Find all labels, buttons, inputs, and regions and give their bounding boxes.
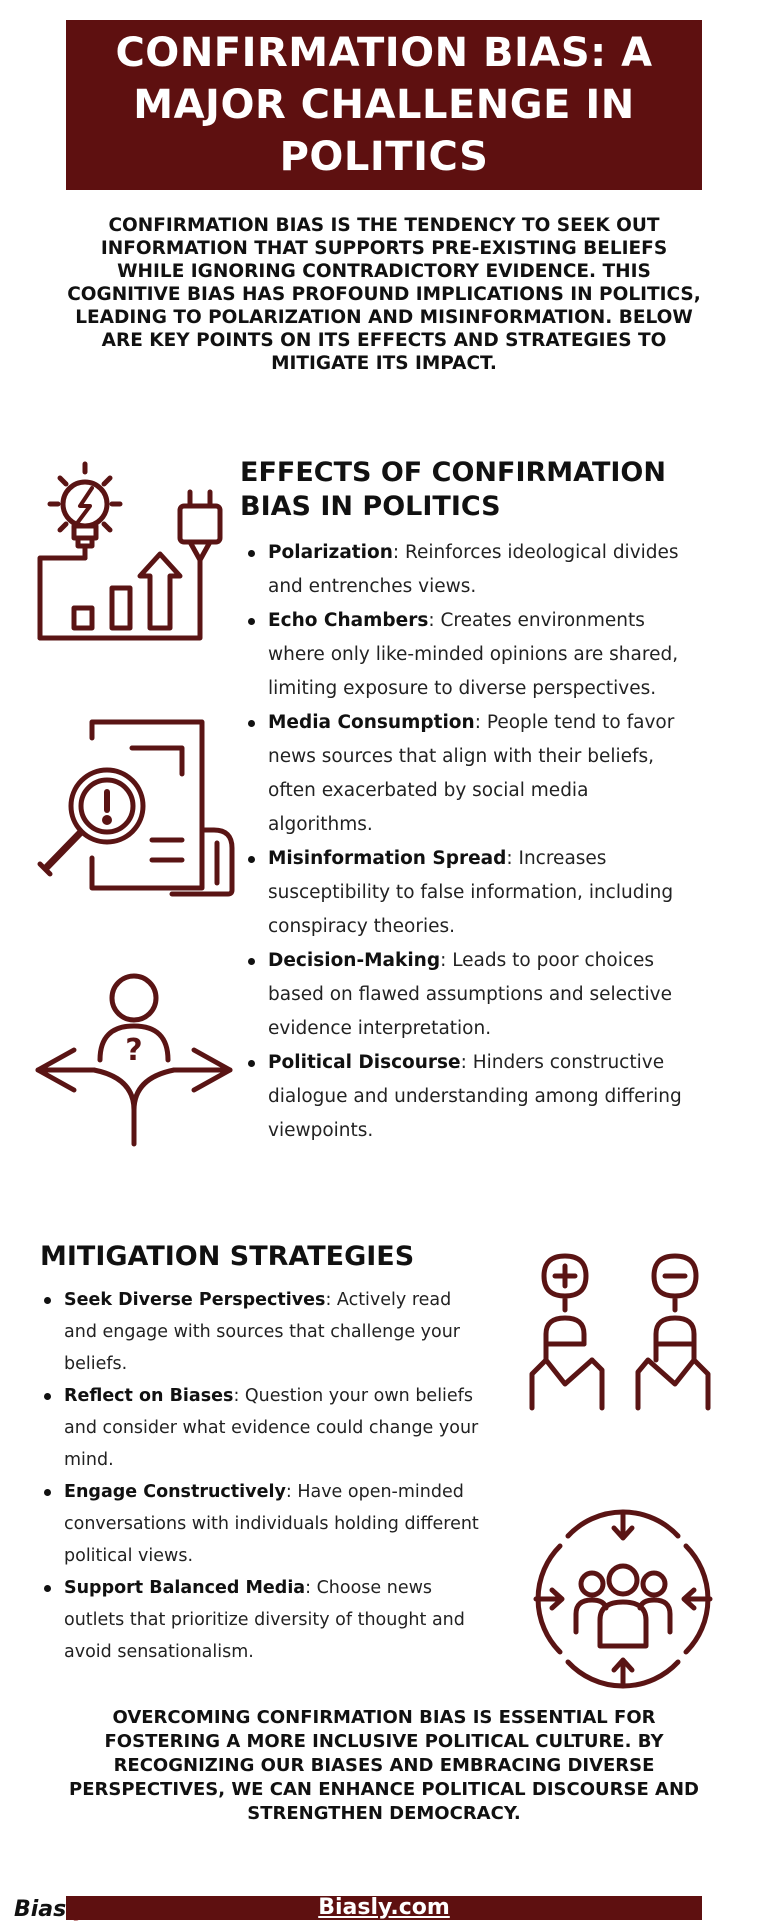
effect-item: [246, 1046, 686, 1148]
mitigation-item: [42, 1476, 482, 1572]
title-banner: [66, 20, 702, 190]
effect-item: [246, 536, 686, 604]
mitigation-item: [42, 1284, 482, 1380]
effect-text: : Reinforces ideological divides and entrenches views.: [268, 542, 679, 597]
closing-text: OVERCOMING CONFIRMATION BIAS IS ESSENTIAL FOR FOSTERING A MORE INCLUSIVE POLITICAL CULTURE. BY RECOGNIZING OUR BIASES AND EMBRACING DIVERSE PERSPECTIVES, WE CAN ENHANCE POLITICAL DISCOURSE AND STRENGTHEN DEMOCRACY.: [69, 1707, 699, 1824]
effect-term: Political Discourse: [268, 1052, 461, 1073]
mitigation-list: [42, 1284, 482, 1668]
mitigation-text: : Question your own beliefs and consider what evidence could change your mind.: [64, 1386, 479, 1470]
lightbulb-plug-growth-icon: [30, 458, 230, 648]
mitigation-term: Seek Diverse Perspectives: [64, 1290, 326, 1310]
effect-text: : People tend to favor news sources that align with their beliefs, often exacerbated by social media algorithms.: [268, 712, 675, 835]
effect-text: : Creates environments where only like-minded opinions are shared, limiting exposure to diverse perspectives.: [268, 610, 679, 699]
mitigation-text: : Choose news outlets that prioritize diversity of thought and avoid sensationalism.: [64, 1578, 465, 1662]
mitigation-term: Engage Constructively: [64, 1482, 286, 1502]
document-magnifier-alert-icon: [32, 718, 242, 898]
effect-term: Decision-Making: [268, 950, 441, 971]
footer-bar: [66, 1896, 702, 1920]
effect-text: : Increases susceptibility to false information, including conspiracy theories.: [268, 848, 674, 937]
intro-text: CONFIRMATION BIAS IS THE TENDENCY TO SEEK OUT INFORMATION THAT SUPPORTS PRE-EXISTING BELIEFS WHILE IGNORING CONTRADICTORY EVIDENCE. THIS COGNITIVE BIAS HAS PROFOUND IMPLICATIONS IN POLITICS, LEADING TO POLARIZATION AND MISINFORMATION. BELOW ARE KEY POINTS ON ITS EFFECTS AND STRATEGIES TO MITIGATE ITS IMPACT.: [67, 215, 701, 374]
effect-term: Misinformation Spread: [268, 848, 507, 869]
pros-cons-people-icon: [520, 1248, 720, 1428]
effect-text: : Hinders constructive dialogue and understanding among differing viewpoints.: [268, 1052, 682, 1141]
mitigation-term: Support Balanced Media: [64, 1578, 306, 1598]
person-question-crossroads-icon: [34, 960, 234, 1150]
svg-text:?: ?: [125, 1033, 143, 1068]
footer-link[interactable]: Biasly.com: [318, 1895, 450, 1920]
effect-item: [246, 944, 686, 1046]
mitigation-heading: MITIGATION STRATEGIES: [40, 1241, 415, 1272]
logo-text: Bias: [14, 1897, 67, 1922]
effect-text: : Leads to poor choices based on flawed assumptions and selective evidence interpretation.: [268, 950, 672, 1039]
page-title: CONFIRMATION BIAS: A MAJOR CHALLENGE IN POLITICS: [115, 30, 653, 180]
mitigation-text: : Have open-minded conversations with individuals holding different political views.: [64, 1482, 479, 1566]
mitigation-term: Reflect on Biases: [64, 1386, 234, 1406]
effects-heading: EFFECTS OF CONFIRMATION BIAS IN POLITICS: [240, 457, 666, 522]
effect-item: [246, 706, 686, 842]
effect-term: Echo Chambers: [268, 610, 429, 631]
effects-list: [246, 536, 686, 1148]
mitigation-text: : Actively read and engage with sources that challenge your beliefs.: [64, 1290, 461, 1374]
community-cycle-icon: [528, 1504, 718, 1694]
mitigation-item: [42, 1572, 482, 1668]
effect-item: [246, 842, 686, 944]
mitigation-item: [42, 1380, 482, 1476]
effect-item: [246, 604, 686, 706]
effect-term: Polarization: [268, 542, 393, 563]
effect-term: Media Consumption: [268, 712, 475, 733]
